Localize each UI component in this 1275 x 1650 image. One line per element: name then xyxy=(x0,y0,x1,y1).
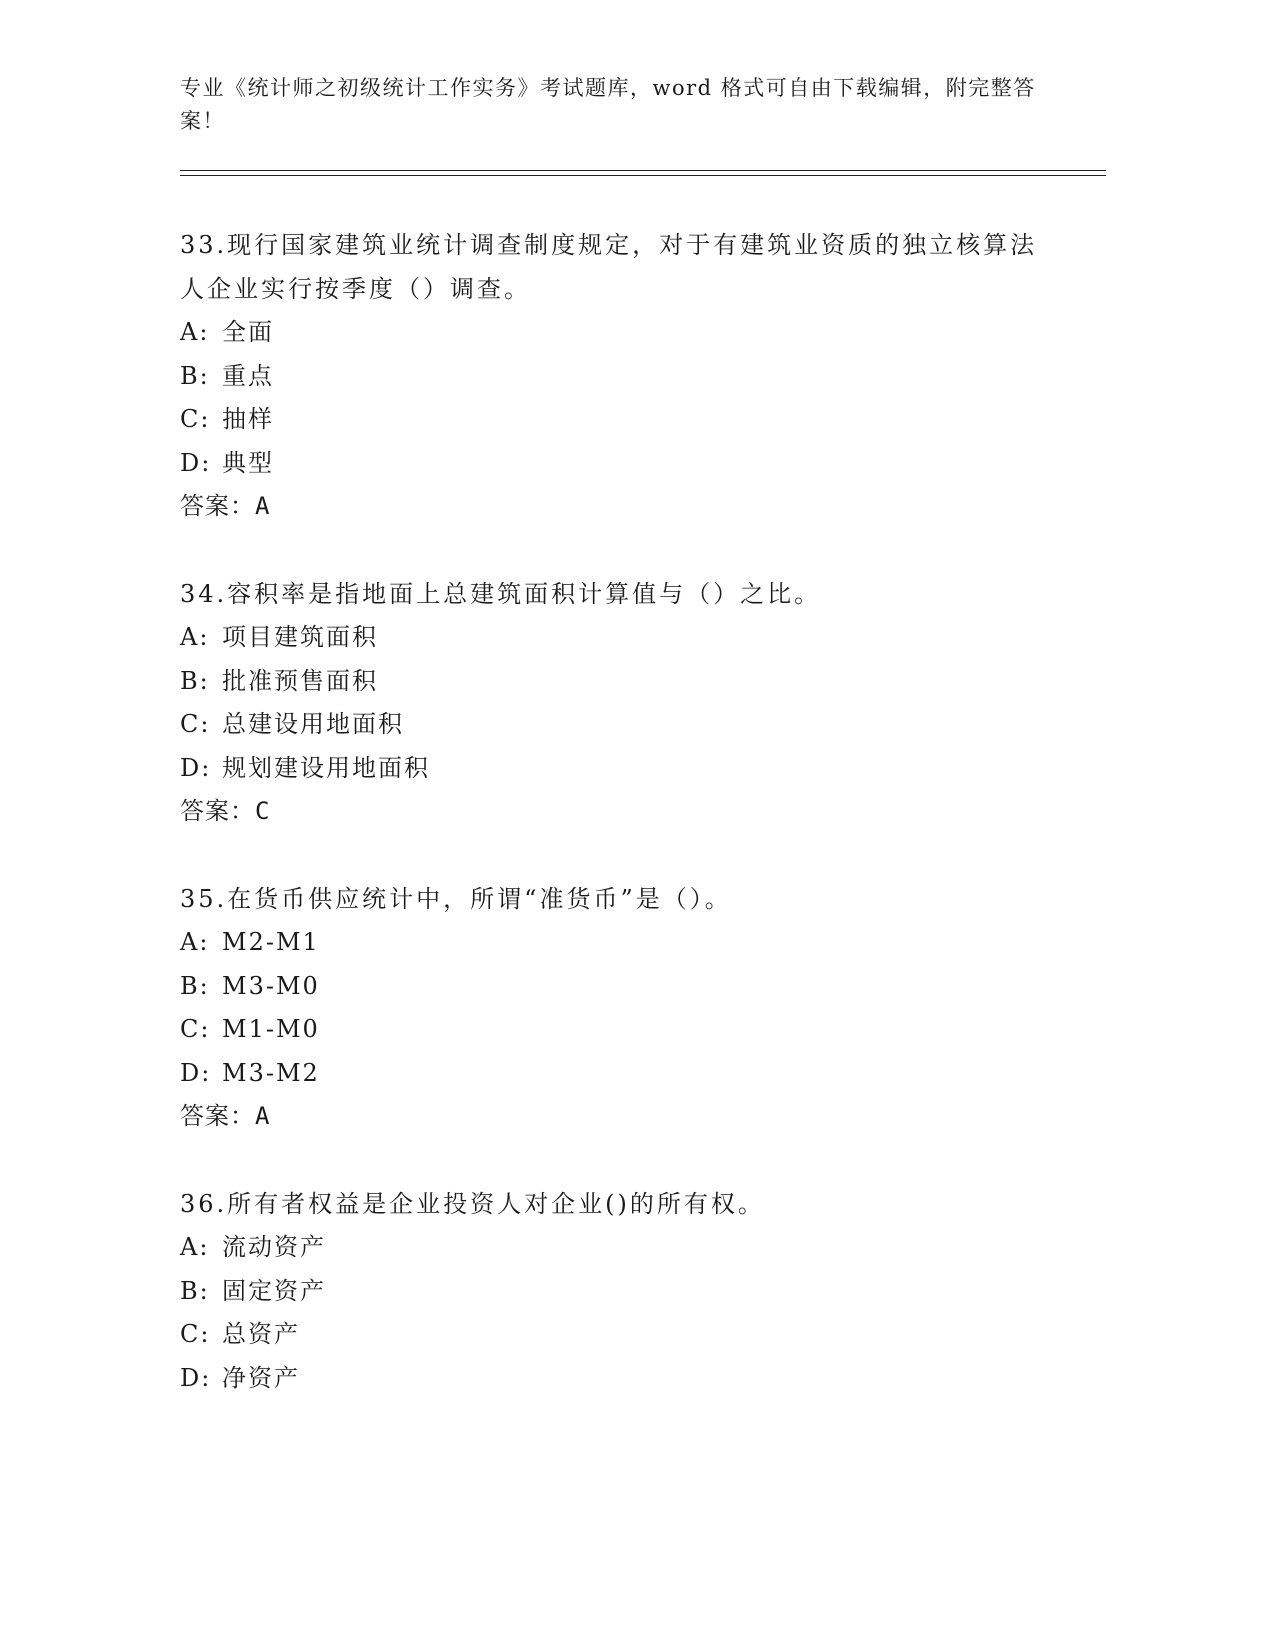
option-text: 全面 xyxy=(222,318,274,346)
option-letter: B: xyxy=(180,1276,210,1305)
question-36 xyxy=(180,1182,1060,1400)
answer-label: 答案： xyxy=(180,797,255,825)
option-letter: D: xyxy=(180,753,212,782)
option-a xyxy=(180,616,1060,660)
option-text: 抽样 xyxy=(222,405,274,433)
option-text: 重点 xyxy=(222,361,274,390)
option-letter: A: xyxy=(180,318,210,346)
question-body: 现行国家建筑业统计调查制度规定，对于有建筑业资质的独立核算法人企业实行按季度（）调查。 xyxy=(180,231,1038,303)
option-c xyxy=(180,1008,1060,1052)
option-letter: A: xyxy=(180,1233,210,1261)
answer-value: A xyxy=(255,492,271,520)
question-number: 33. xyxy=(180,231,228,259)
option-text: 总资产 xyxy=(222,1320,300,1348)
option-letter: B: xyxy=(180,971,210,1000)
option-a xyxy=(180,921,1060,965)
option-text: 项目建筑面积 xyxy=(222,623,378,651)
option-b xyxy=(180,355,1060,399)
option-letter: D: xyxy=(180,448,212,477)
option-text: M3-M2 xyxy=(222,1058,320,1087)
question-text xyxy=(180,572,1060,616)
option-text: M1-M0 xyxy=(222,1015,320,1043)
option-text: 规划建设用地面积 xyxy=(222,753,430,782)
option-text: 净资产 xyxy=(222,1363,300,1392)
option-d xyxy=(180,1357,1060,1401)
option-letter: A: xyxy=(180,928,210,956)
question-number: 36. xyxy=(180,1190,228,1218)
answer-value: A xyxy=(255,1102,271,1130)
option-letter: C: xyxy=(180,405,211,433)
option-letter: C: xyxy=(180,1320,211,1348)
header-divider-bottom xyxy=(180,175,1106,176)
answer-line xyxy=(180,485,1060,529)
option-b xyxy=(180,660,1060,704)
option-b xyxy=(180,1270,1060,1314)
answer-line xyxy=(180,790,1060,834)
option-letter: B: xyxy=(180,666,210,695)
question-33 xyxy=(180,223,1060,529)
option-c xyxy=(180,398,1060,442)
option-d xyxy=(180,747,1060,791)
option-a xyxy=(180,311,1060,355)
question-body: 所有者权益是企业投资人对企业()的所有权。 xyxy=(227,1190,765,1218)
option-d xyxy=(180,1052,1060,1096)
question-35 xyxy=(180,877,1060,1139)
document-header xyxy=(180,72,1060,138)
option-letter: B: xyxy=(180,361,210,390)
question-text xyxy=(180,1182,1060,1226)
question-text xyxy=(180,223,1060,311)
option-d xyxy=(180,442,1060,486)
answer-value: C xyxy=(255,797,271,825)
header-divider-top xyxy=(180,170,1106,171)
answer-label: 答案： xyxy=(180,1102,255,1130)
option-text: 批准预售面积 xyxy=(222,666,378,695)
option-letter: A: xyxy=(180,623,210,651)
question-text xyxy=(180,877,1060,921)
question-body: 在货币供应统计中，所谓“准货币”是（）。 xyxy=(227,885,732,913)
option-c xyxy=(180,703,1060,747)
option-text: 总建设用地面积 xyxy=(222,710,404,738)
option-c xyxy=(180,1313,1060,1357)
option-letter: D: xyxy=(180,1363,212,1392)
question-body: 容积率是指地面上总建筑面积计算值与（）之比。 xyxy=(227,580,822,608)
header-text: 专业《统计师之初级统计工作实务》考试题库，word 格式可自由下载编辑，附完整答案！ xyxy=(180,76,1036,133)
option-text: M3-M0 xyxy=(222,971,320,1000)
option-a xyxy=(180,1226,1060,1270)
question-number: 35. xyxy=(180,885,228,913)
option-text: M2-M1 xyxy=(222,928,320,956)
answer-line xyxy=(180,1095,1060,1139)
option-b xyxy=(180,965,1060,1009)
option-text: 典型 xyxy=(222,448,274,477)
option-text: 流动资产 xyxy=(222,1233,326,1261)
question-34 xyxy=(180,572,1060,834)
answer-label: 答案： xyxy=(180,492,255,520)
option-letter: D: xyxy=(180,1058,212,1087)
question-number: 34. xyxy=(180,580,228,608)
option-text: 固定资产 xyxy=(222,1276,326,1305)
option-letter: C: xyxy=(180,1015,211,1043)
option-letter: C: xyxy=(180,710,211,738)
